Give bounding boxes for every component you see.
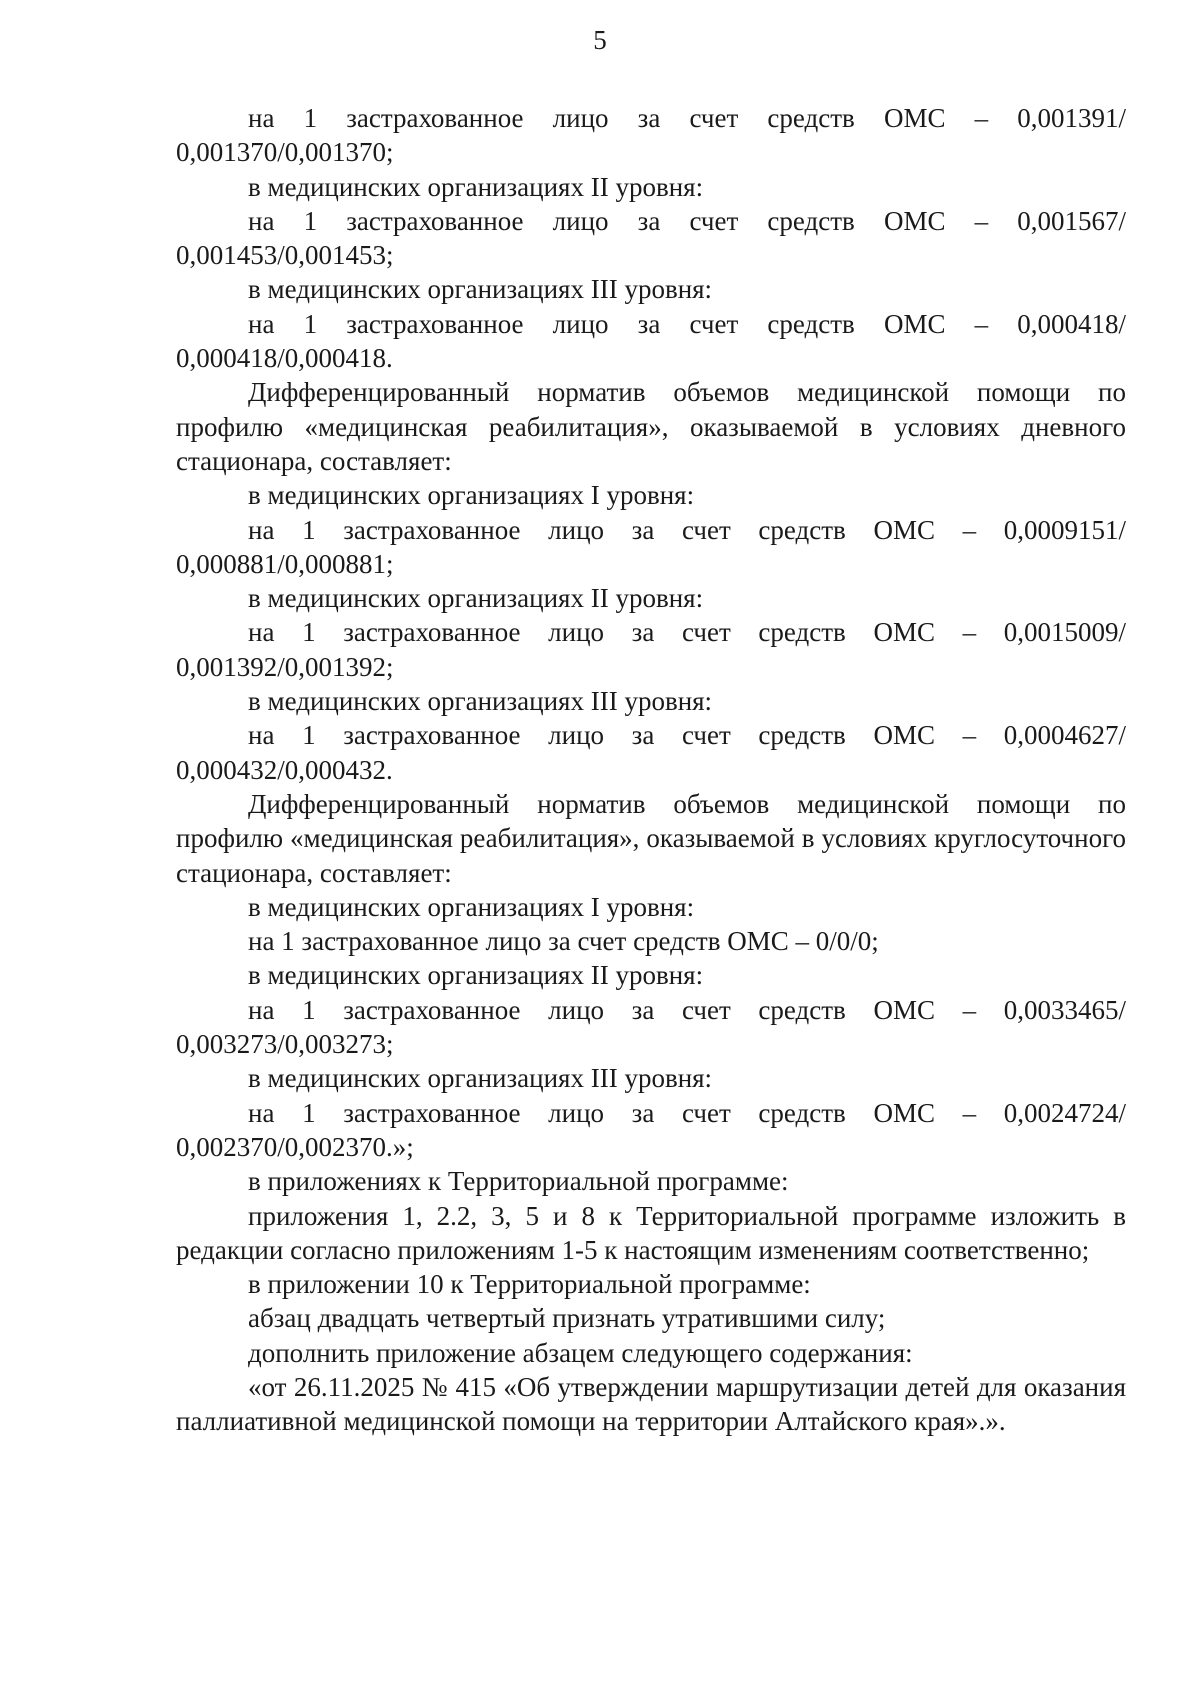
paragraph: на 1 застрахованное лицо за счет средств ОМС – 0,0015009/ 0,001392/0,001392; <box>176 617 1126 682</box>
paragraph: в медицинских организациях III уровня: <box>248 1063 713 1094</box>
paragraph: в медицинских организациях I уровня: <box>248 480 695 511</box>
paragraph: в медицинских организациях II уровня: <box>248 960 704 991</box>
page-number: 5 <box>593 25 607 55</box>
paragraph: в медицинских организациях III уровня: <box>248 686 713 717</box>
paragraph: абзац двадцать четвертый признать утратившими силу; <box>248 1303 886 1334</box>
document-body <box>176 101 1126 1439</box>
paragraph: Дифференцированный норматив объемов медицинской помощи по профилю «медицинская реабилитация», оказываемой в условиях круглосуточного стационара, составляет: <box>176 788 1126 888</box>
paragraph: в медицинских организациях II уровня: <box>248 583 704 614</box>
paragraph: на 1 застрахованное лицо за счет средств ОМС – 0,0004627/ 0,000432/0,000432. <box>176 720 1126 785</box>
paragraph: в медицинских организациях III уровня: <box>248 274 713 305</box>
paragraph: на 1 застрахованное лицо за счет средств ОМС – 0,001391/ 0,001370/0,001370; <box>176 103 1126 168</box>
paragraph: «от 26.11.2025 № 415 «Об утверждении маршрутизации детей для оказания паллиативной медицинской помощи на территории Алтайского края».». <box>176 1371 1126 1437</box>
paragraph: в приложении 10 к Территориальной программе: <box>248 1269 811 1300</box>
paragraph: на 1 застрахованное лицо за счет средств ОМС – 0/0/0; <box>248 926 879 957</box>
paragraph: на 1 застрахованное лицо за счет средств ОМС – 0,0033465/ 0,003273/0,003273; <box>176 994 1126 1060</box>
paragraph: в медицинских организациях I уровня: <box>248 891 695 922</box>
paragraph: дополнить приложение абзацем следующего содержания: <box>248 1337 913 1368</box>
paragraph: в приложениях к Территориальной программе: <box>248 1166 789 1197</box>
paragraph: Дифференцированный норматив объемов медицинской помощи по профилю «медицинская реабилитация», оказываемой в условиях дневного стационара, составляет: <box>176 377 1126 476</box>
paragraph: в медицинских организациях II уровня: <box>248 171 704 202</box>
paragraph: на 1 застрахованное лицо за счет средств ОМС – 0,001567/ 0,001453/0,001453; <box>176 205 1126 271</box>
paragraph: на 1 застрахованное лицо за счет средств ОМС – 0,0009151/ 0,000881/0,000881; <box>176 514 1126 579</box>
paragraph: на 1 застрахованное лицо за счет средств ОМС – 0,000418/ 0,000418/0,000418. <box>176 308 1126 374</box>
paragraph: приложения 1, 2.2, 3, 5 и 8 к Территориальной программе изложить в редакции согласно приложениям 1-5 к настоящим изменениям соответственно; <box>176 1200 1126 1265</box>
paragraph: на 1 застрахованное лицо за счет средств ОМС – 0,0024724/ 0,002370/0,002370.»; <box>176 1097 1126 1162</box>
